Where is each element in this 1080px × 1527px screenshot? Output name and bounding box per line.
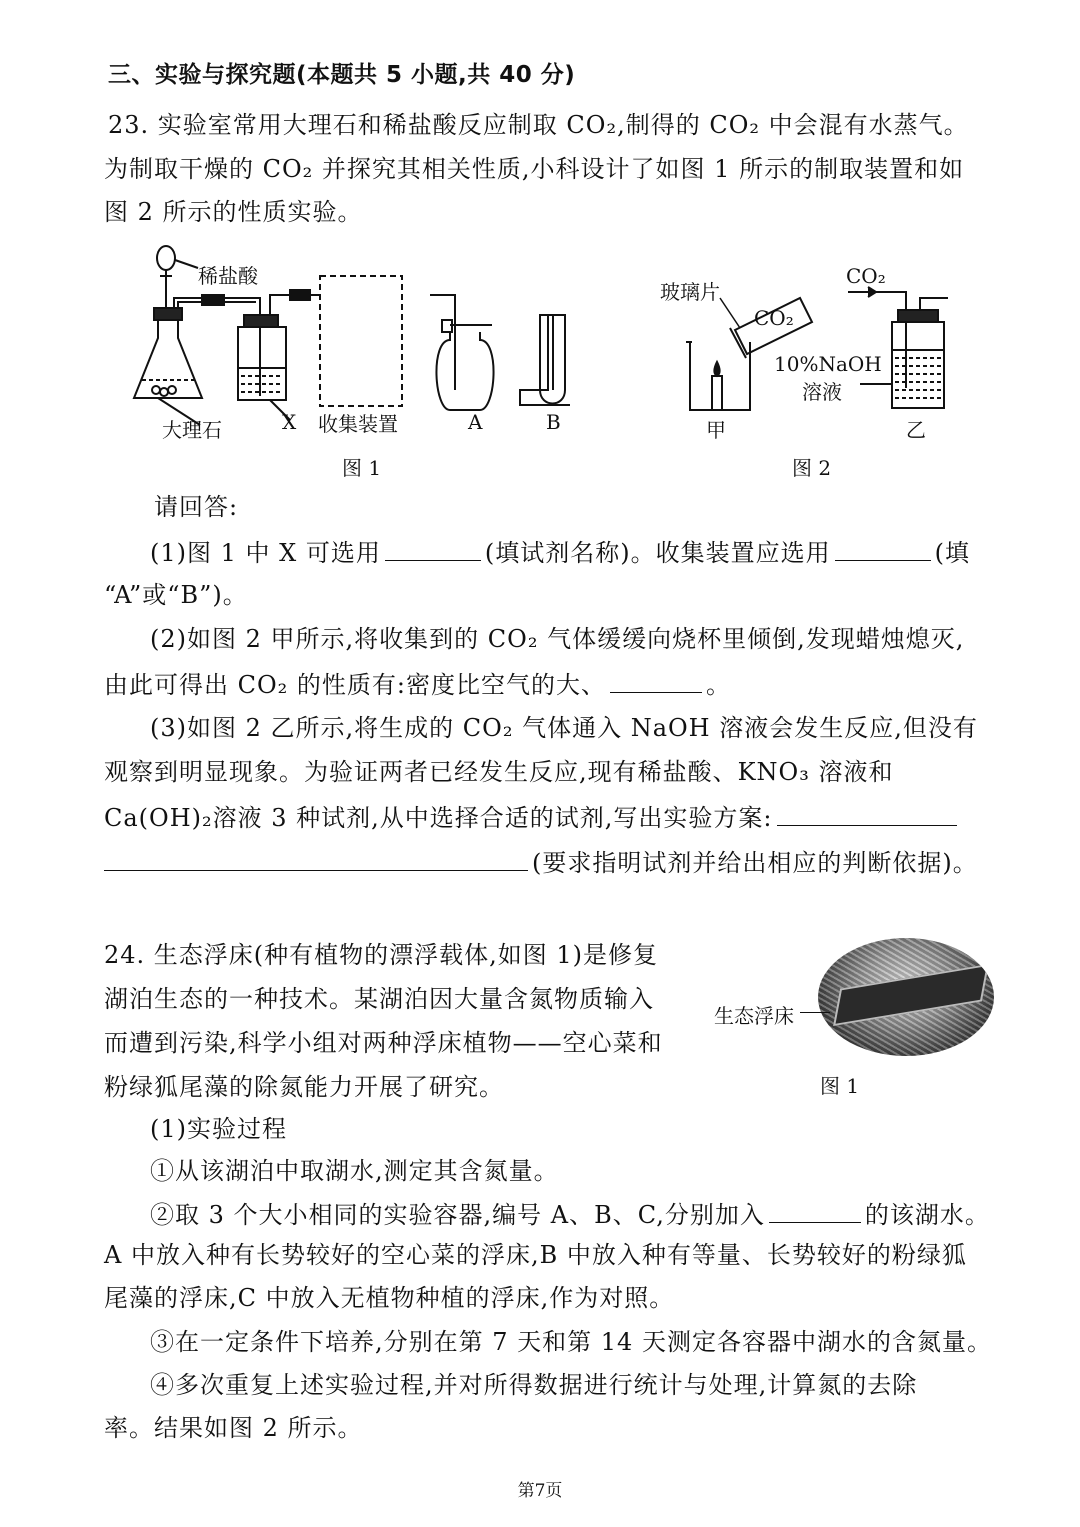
q23-intro-line-3: 图 2 所示的性质实验。 [104,198,363,226]
please-answer: 请回答: [154,493,239,521]
answer-blank-plan-1[interactable] [777,801,957,826]
q23-p3-text-c: Ca(OH)₂溶液 3 种试剂,从中选择合适的试剂,写出实验方案: [104,804,773,832]
wash-bottle-x [238,290,320,420]
co2-inlet-arrow [848,287,876,297]
label-naoh-10pct: 10%NaOH [774,352,882,376]
floating-bed-pointer [800,1012,830,1013]
q23-part3-line3 [104,801,961,833]
section-title: 三、实验与探究题(本题共 5 小题,共 40 分) [108,62,576,88]
figure2-caption: 图 2 [792,456,832,480]
q23-part1-line1 [150,536,970,568]
q23-part3-line4 [104,846,978,878]
answer-blank-collection[interactable] [835,536,931,561]
q24-step-heading: (1)实验过程 [150,1115,287,1143]
q24-s3-text-a: ②取 3 个大小相同的实验容器,编号 A、B、C,分别加入 [150,1201,765,1229]
q24-s3-text-b: 的该湖水。 [864,1201,990,1229]
q23-intro-line-1: 23. 实验室常用大理石和稀盐酸反应制取 CO₂,制得的 CO₂ 中会混有水蒸气。 [108,111,969,139]
answer-blank-x-reagent[interactable] [385,536,481,561]
q24-step-3: ③在一定条件下培养,分别在第 7 天和第 14 天测定各容器中湖水的含氮量。 [150,1328,992,1356]
q23-p1-text-c: (填 [934,539,970,567]
label-co2-arrow: CO₂ [846,264,886,288]
floating-bed-photo [818,938,994,1056]
label-floating-bed: 生态浮床 [714,1004,794,1028]
q24-step-2-line1 [150,1198,990,1230]
q24-step-4-line2: 率。结果如图 2 所示。 [104,1414,363,1442]
label-yi: 乙 [906,418,926,442]
q23-part2-line1: (2)如图 2 甲所示,将收集到的 CO₂ 气体缓缓向烧杯里倾倒,发现蜡烛熄灭, [150,625,965,653]
answer-blank-plan-2[interactable] [104,846,528,871]
q23-part1-line2: “A”或“B”)。 [104,581,248,609]
page-number: 第7页 [517,1481,563,1501]
naoh-wash-bottle [860,292,948,408]
q23-p1-text-a: (1)图 1 中 X 可选用 [150,539,381,567]
answer-blank-co2-property[interactable] [610,668,702,693]
q24-step-2-line2: A 中放入种有长势较好的空心菜的浮床,B 中放入种有等量、长势较好的粉绿狐 [104,1241,967,1269]
q23-part3-line1: (3)如图 2 乙所示,将生成的 CO₂ 气体通入 NaOH 溶液会发生反应,但没有 [150,714,978,742]
answer-blank-lake-water[interactable] [769,1198,861,1223]
q23-p3-text-d: (要求指明试剂并给出相应的判断依据)。 [532,849,978,877]
label-x: X [282,410,297,434]
conical-flask [134,308,202,425]
label-b: B [546,410,561,434]
label-co2-in-jar: CO₂ [754,306,794,330]
label-collection-device: 收集装置 [318,412,398,436]
q24-intro-line-4: 粉绿狐尾藻的除氮能力开展了研究。 [104,1073,504,1101]
photo-caption: 图 1 [820,1074,860,1098]
beaker-with-candle [686,342,750,410]
label-dilute-hcl: 稀盐酸 [198,264,258,288]
q23-p1-text-b: (填试剂名称)。收集装置应选用 [484,539,831,567]
bottle-b [520,315,570,405]
label-jia: 甲 [706,418,726,442]
figure1-caption: 图 1 [342,456,382,480]
collection-box [320,276,402,406]
delivery-tube [174,295,260,315]
q24-intro-line-2: 湖泊生态的一种技术。某湖泊因大量含氮物质输入 [104,985,654,1013]
q24-intro-line-1: 24. 生态浮床(种有植物的漂浮载体,如图 1)是修复 [104,941,659,969]
q23-part2-line2 [104,668,731,700]
bottle-a [430,295,494,410]
q23-part3-line2: 观察到明显现象。为验证两者已经发生反应,现有稀盐酸、KNO₃ 溶液和 [104,758,894,786]
figure1-apparatus [120,240,600,420]
label-a: A [468,410,483,434]
q23-intro-line-2: 为制取干燥的 CO₂ 并探究其相关性质,小科设计了如图 1 所示的制取装置和如 [104,155,965,183]
q24-step-2-line3: 尾藻的浮床,C 中放入无植物种植的浮床,作为对照。 [104,1284,675,1312]
label-solution: 溶液 [802,380,842,404]
q23-p2-text-b: 由此可得出 CO₂ 的性质有:密度比空气的大、 [104,671,607,699]
label-glass-slide: 玻璃片 [660,280,720,304]
q24-step-1: ①从该湖泊中取湖水,测定其含氮量。 [150,1157,559,1185]
q24-step-4-line1: ④多次重复上述实验过程,并对所得数据进行统计与处理,计算氮的去除 [150,1371,918,1399]
q24-intro-line-3: 而遭到污染,科学小组对两种浮床植物——空心菜和 [104,1029,663,1057]
q23-p2-text-c: 。 [706,671,732,699]
label-marble: 大理石 [162,418,222,442]
